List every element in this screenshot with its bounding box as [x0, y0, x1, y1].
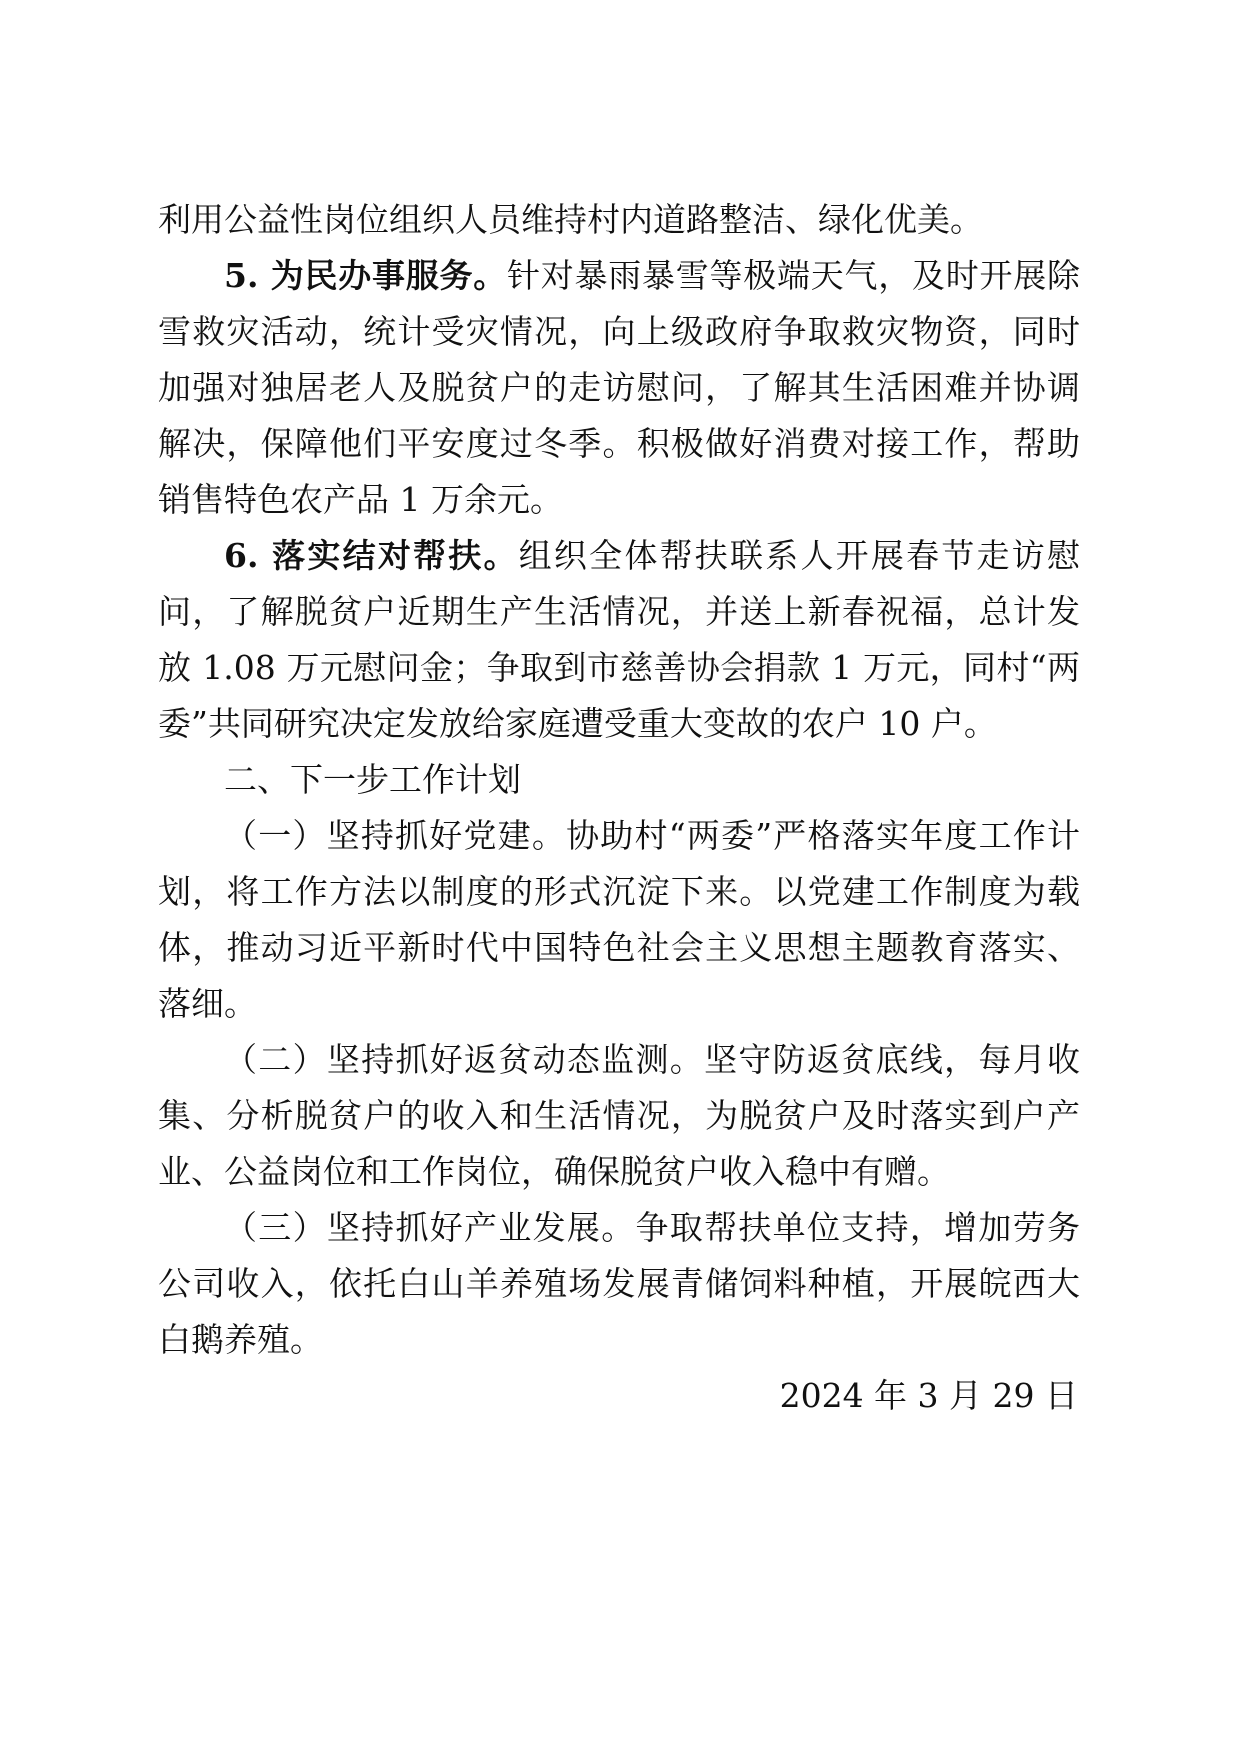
document-body — [158, 192, 1080, 1424]
section-heading-next-steps: 二、下一步工作计划 — [224, 760, 521, 799]
paragraph-poverty-monitoring: （二）坚持抓好返贫动态监测。坚守防返贫底线，每月收集、分析脱贫户的收入和生活情况，为脱贫户及时落实到户产业、公益岗位和工作岗位，确保脱贫户收入稳中有赠。 — [158, 1040, 1080, 1191]
paragraph-serve-people — [158, 248, 1080, 528]
paragraph-industry-development: （三）坚持抓好产业发展。争取帮扶单位支持，增加劳务公司收入，依托白山羊养殖场发展青储饲料种植，开展皖西大白鹅养殖。 — [158, 1208, 1080, 1359]
paragraph-pairing-assistance-body: 组织全体帮扶联系人开展春节走访慰问，了解脱贫户近期生产生活情况，并送上新春祝福，总计发放 1.08 万元慰问金；争取到市慈善协会捐款 1 万元，同村“两委”共同研究决定发放给家庭遭受重大变故的农户 10 户。 — [158, 536, 1080, 743]
paragraph-pairing-assistance-lead: 6. 落实结对帮扶。 — [224, 536, 519, 575]
paragraph-serve-people-body: 针对暴雨暴雪等极端天气，及时开展除雪救灾活动，统计受灾情况，向上级政府争取救灾物资，同时加强对独居老人及脱贫户的走访慰问，了解其生活困难并协调解决，保障他们平安度过冬季。积极做好消费对接工作，帮助销售特色农产品 1 万余元。 — [158, 256, 1080, 519]
paragraph-road-maintenance: 利用公益性岗位组织人员维持村内道路整洁、绿化优美。 — [158, 200, 983, 239]
paragraph-party-building: （一）坚持抓好党建。协助村“两委”严格落实年度工作计划，将工作方法以制度的形式沉淀下来。以党建工作制度为载体，推动习近平新时代中国特色社会主义思想主题教育落实、落细。 — [158, 816, 1080, 1023]
paragraph-pairing-assistance — [158, 528, 1080, 752]
paragraph-serve-people-lead: 5. 为民办事服务。 — [224, 256, 507, 295]
document-date: 2024 年 3 月 29 日 — [779, 1376, 1078, 1415]
